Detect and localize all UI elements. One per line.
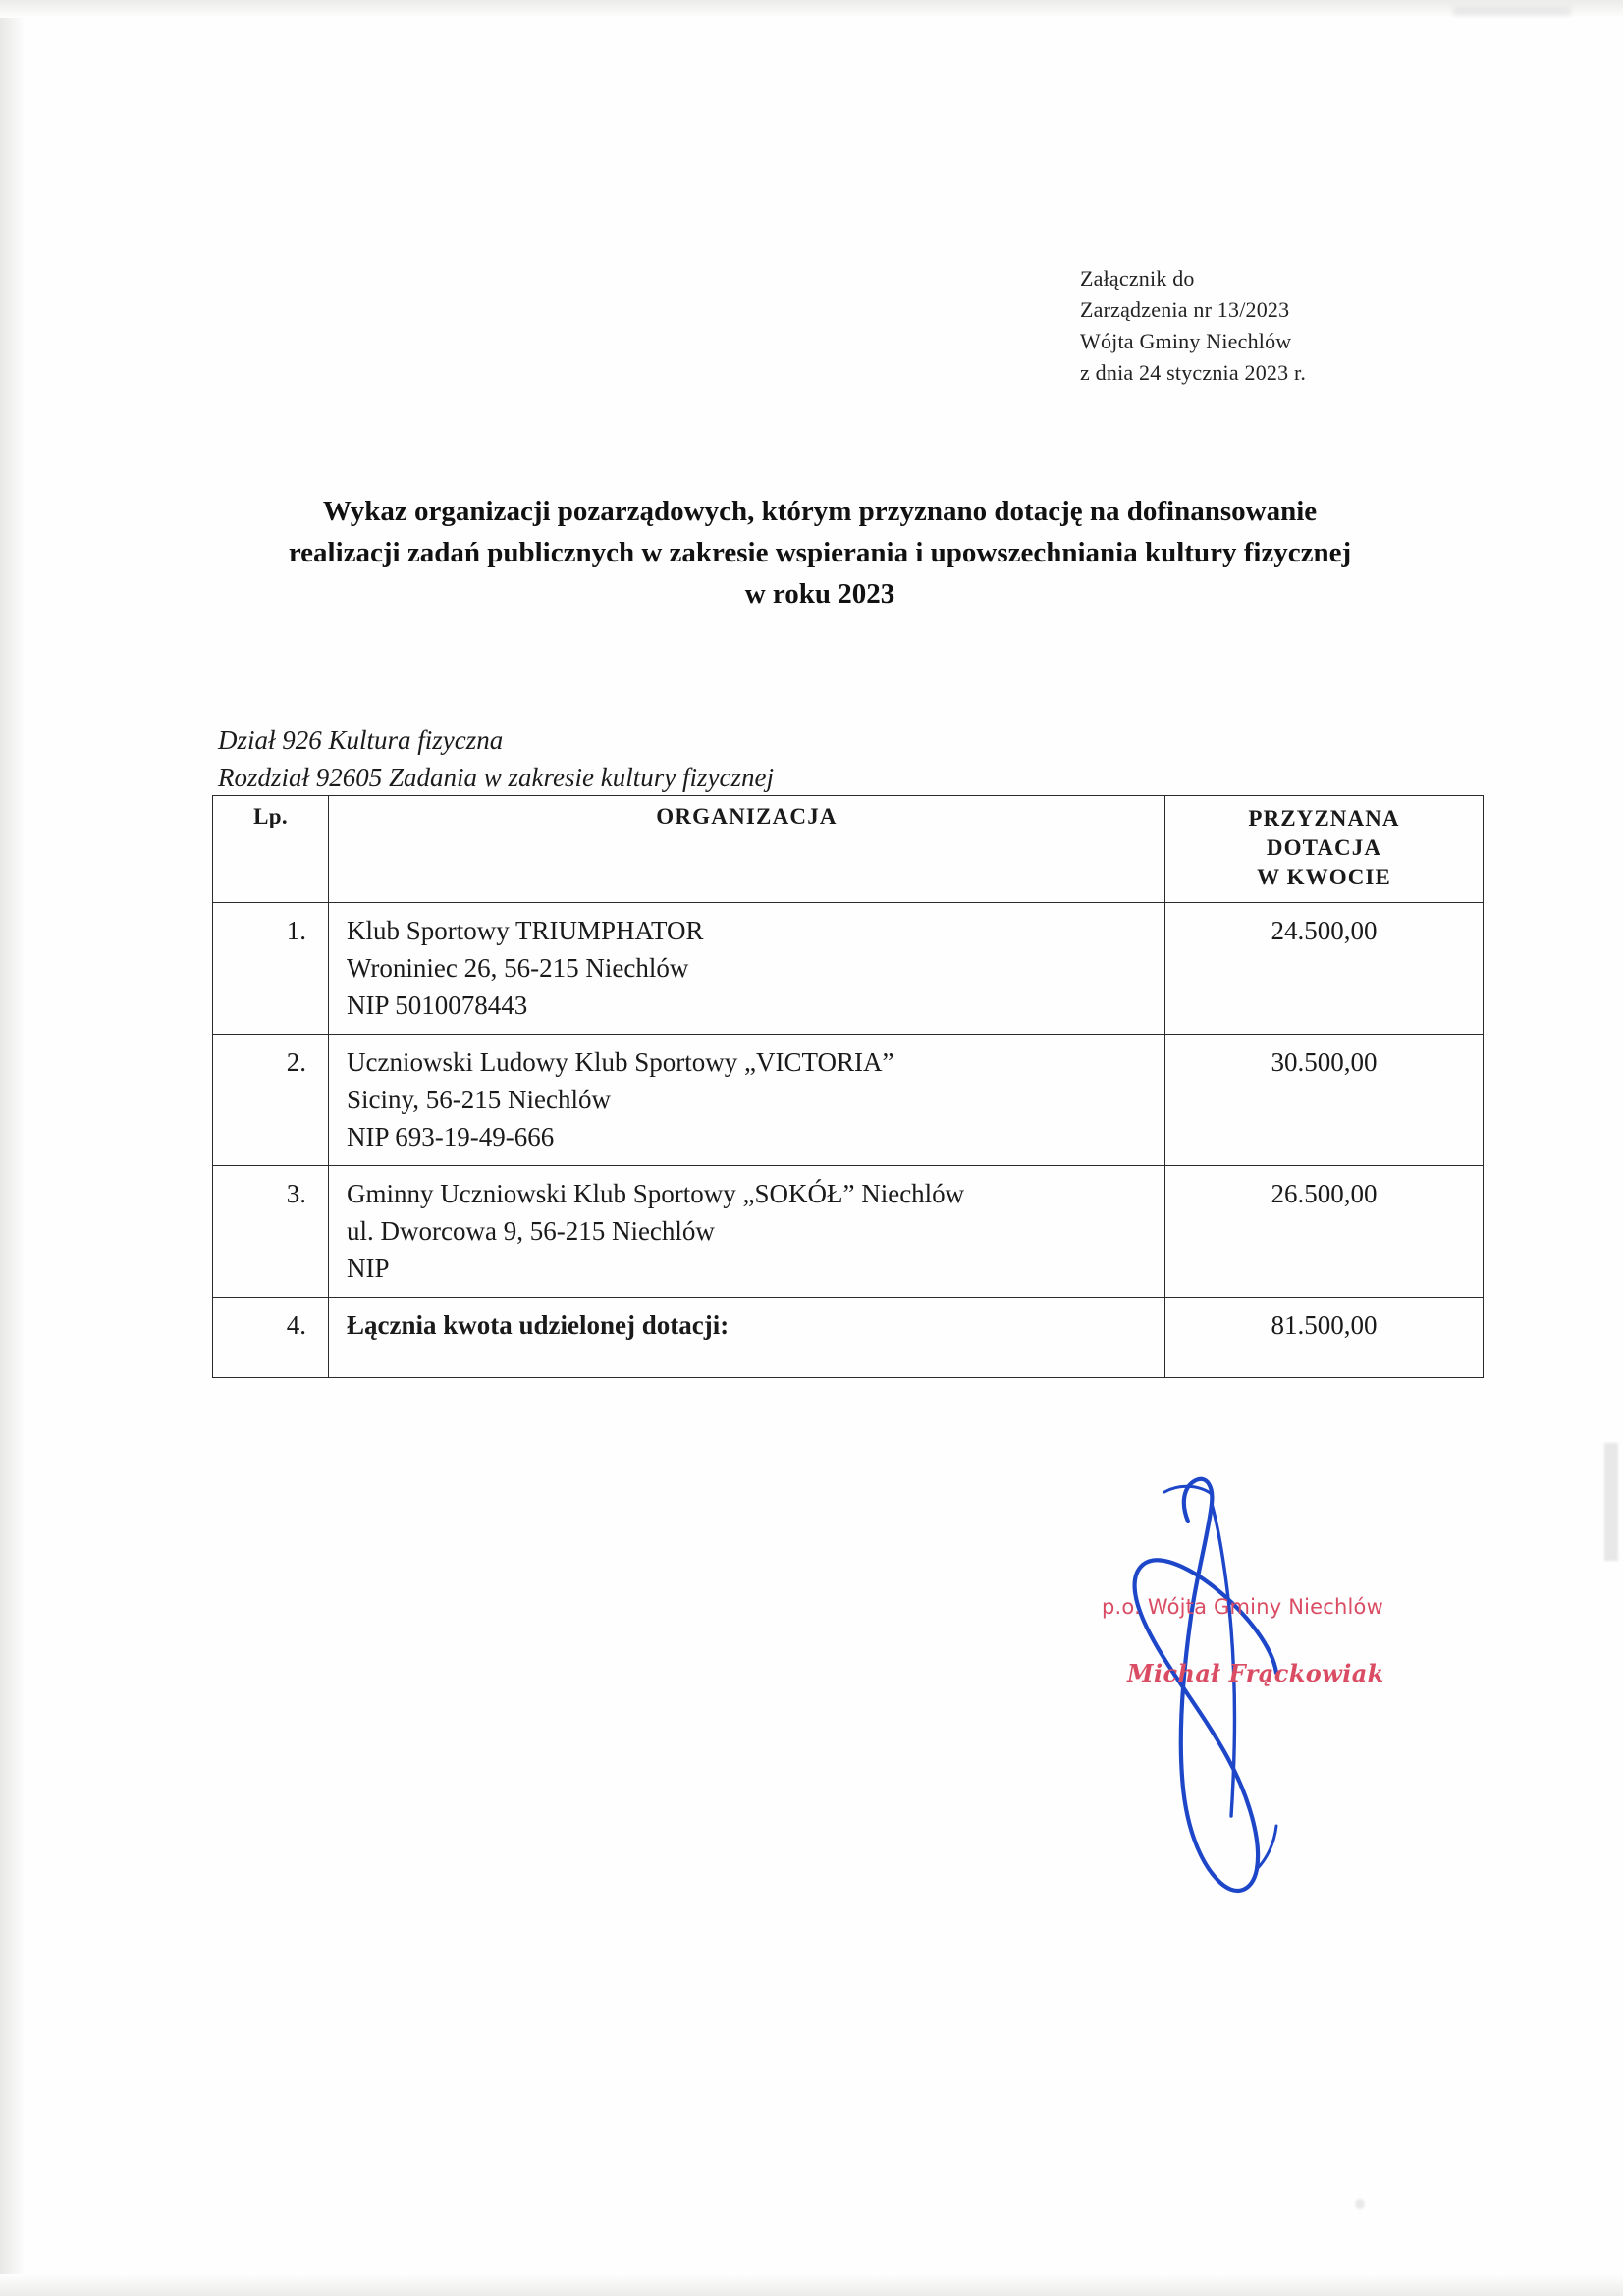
scan-edge-shadow-left	[0, 0, 26, 2296]
row-amount: 30.500,00	[1165, 1035, 1484, 1166]
column-header-amount-line-2: DOTACJA	[1266, 835, 1382, 860]
header-line-date: z dnia 24 stycznia 2023 r.	[1080, 360, 1307, 385]
scan-artifact	[1355, 2199, 1365, 2209]
organization-name: Uczniowski Ludowy Klub Sportowy „VICTORIA”	[347, 1047, 894, 1077]
table-row	[213, 903, 1484, 1035]
page-title	[216, 491, 1424, 614]
page-title-line-1: Wykaz organizacji pozarządowych, którym przyznano dotację na dofinansowanie	[322, 496, 1318, 527]
row-index: 1.	[213, 903, 329, 1035]
row-organization	[329, 903, 1165, 1035]
column-header-amount	[1165, 796, 1484, 903]
scan-edge-shadow-bottom	[0, 2274, 1623, 2296]
column-header-amount-line-1: PRZYZNANA	[1248, 806, 1400, 830]
table-header-row	[213, 796, 1484, 903]
budget-section-rozdzial: Rozdział 92605 Zadania w zakresie kultury fizycznej	[218, 763, 774, 792]
row-index: 4.	[213, 1298, 329, 1378]
scan-artifact	[1453, 6, 1571, 16]
handwritten-signature-icon	[1109, 1463, 1365, 1973]
page-title-line-3: w roku 2023	[744, 578, 895, 610]
row-index: 3.	[213, 1166, 329, 1298]
table-row-total	[213, 1298, 1484, 1378]
organization-address: Siciny, 56-215 Niechlów	[347, 1085, 611, 1114]
row-amount: 24.500,00	[1165, 903, 1484, 1035]
budget-classification	[218, 721, 774, 796]
total-label: Łącznia kwota udzielonej dotacji:	[329, 1298, 1165, 1378]
table-row	[213, 1035, 1484, 1166]
organization-name: Klub Sportowy TRIUMPHATOR	[347, 916, 704, 945]
grants-table-container	[212, 795, 1483, 1378]
page-title-line-2: realizacji zadań publicznych w zakresie wspierania i upowszechniania kultury fizycznej	[288, 537, 1352, 568]
signature-role: p.o. Wójta Gminy Niechlów	[1102, 1595, 1383, 1619]
scan-artifact	[1604, 1443, 1618, 1561]
document-reference-header	[1080, 263, 1306, 389]
signature-name: Michał Frąckowiak	[1127, 1659, 1384, 1687]
column-header-lp: Lp.	[213, 796, 329, 903]
header-line-attachment: Załącznik do	[1080, 266, 1195, 291]
organization-nip: NIP 693-19-49-666	[347, 1122, 555, 1151]
organization-name: Gminny Uczniowski Klub Sportowy „SOKÓŁ” Niechlów	[347, 1179, 965, 1208]
scan-edge-shadow-top	[0, 0, 1623, 18]
table-row	[213, 1166, 1484, 1298]
budget-section-dzial: Dział 926 Kultura fizyczna	[218, 725, 504, 755]
row-amount: 26.500,00	[1165, 1166, 1484, 1298]
header-line-ordinance-number: Zarządzenia nr 13/2023	[1080, 297, 1290, 322]
organization-address: Wroniniec 26, 56-215 Niechlów	[347, 953, 689, 983]
row-organization	[329, 1035, 1165, 1166]
organization-nip: NIP	[347, 1254, 390, 1283]
total-amount: 81.500,00	[1165, 1298, 1484, 1378]
grants-table	[212, 795, 1484, 1378]
row-index: 2.	[213, 1035, 329, 1166]
organization-nip: NIP 5010078443	[347, 990, 528, 1020]
column-header-amount-line-3: W KWOCIE	[1257, 865, 1391, 889]
row-organization	[329, 1166, 1165, 1298]
column-header-organization: ORGANIZACJA	[329, 796, 1165, 903]
organization-address: ul. Dworcowa 9, 56-215 Niechlów	[347, 1216, 715, 1246]
header-line-authority: Wójta Gminy Niechlów	[1080, 329, 1292, 353]
